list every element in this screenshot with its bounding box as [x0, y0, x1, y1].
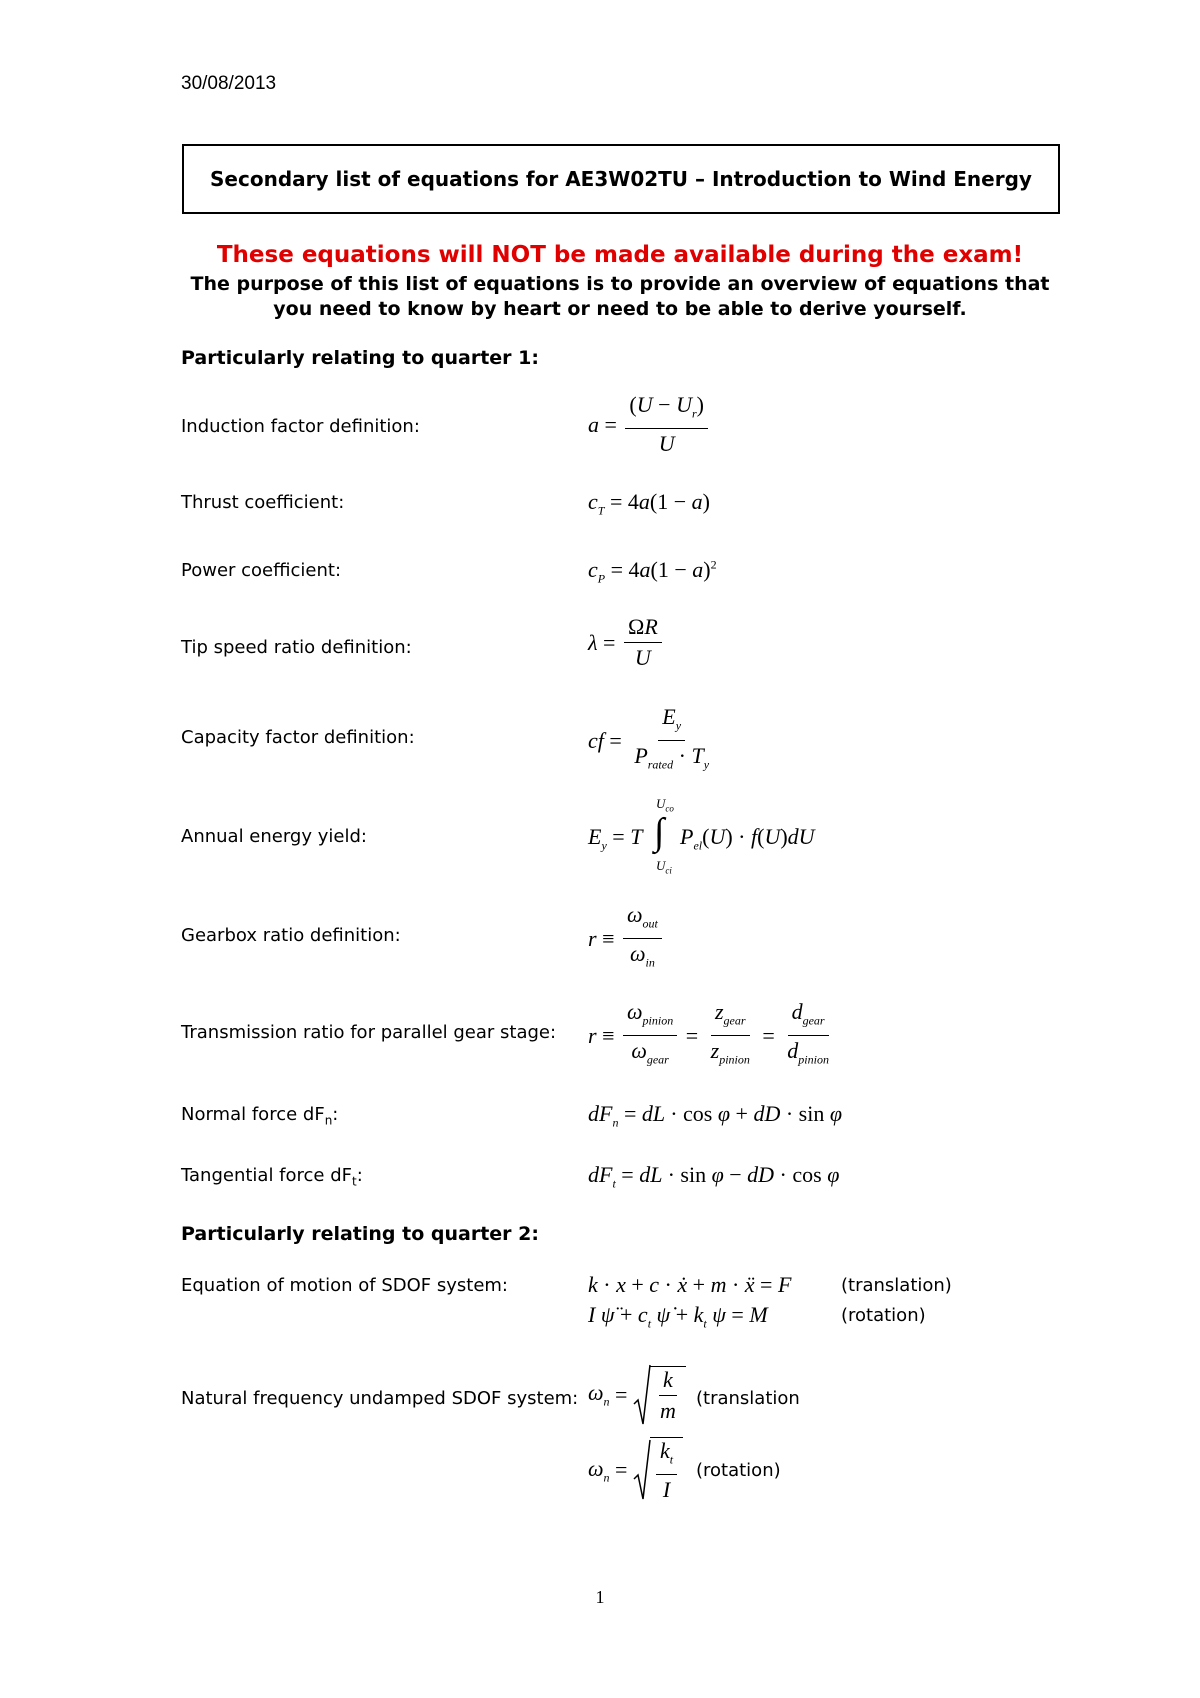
document-title: Secondary list of equations for AE3W02TU – Introduction to Wind Energy	[210, 167, 1032, 191]
equation-normal-force: $dF_n$ = dL · cos φ + dD · sin φ	[588, 1101, 843, 1130]
page-number: 1	[595, 1587, 605, 1607]
equation-transmission-ratio: r ≡ $\frac{\omega_{pinion}}{\omega_{gear}}$ = $\frac{z_{gear}}{z_{pinion}}$ = $\frac{d_{gear}}{d_{pinion}}$	[588, 999, 829, 1067]
label-tangential-force: Tangential force $dF_t$:	[181, 1165, 363, 1189]
equation-motion-rotation: I ψ̈ + $c_t$ ψ̇ + $k_t$ ψ = M	[588, 1302, 768, 1331]
equation-tip-speed-ratio: λ = $\frac{\Omega R}{U}$	[588, 614, 665, 671]
equation-tangential-force: $dF_t$ = dL · sin φ − dD · cos φ	[588, 1162, 840, 1191]
exam-warning: These equations will NOT be made available during the exam!	[216, 242, 1024, 268]
title-box	[182, 144, 1060, 214]
label-induction-factor: Induction factor definition:	[181, 416, 420, 437]
label-equation-of-motion: Equation of motion of SDOF system:	[181, 1275, 508, 1296]
purpose-line-1: The purpose of this list of equations is to provide an overview of equations that	[190, 273, 1050, 295]
sqrt-symbol: $\frac{k}{m}$	[633, 1364, 686, 1426]
section-quarter-2: Particularly relating to quarter 2:	[181, 1223, 539, 1245]
equation-motion-translation: k · x + c · ẋ + m · ẍ = F	[588, 1272, 792, 1297]
label-annual-energy-yield: Annual energy yield:	[181, 826, 367, 847]
note-rotation-2: (rotation)	[696, 1460, 781, 1481]
equation-induction-factor: a = $\frac{(U - U_r)}{U}$	[588, 392, 711, 457]
purpose-statement	[0, 272, 1200, 322]
label-gearbox-ratio: Gearbox ratio definition:	[181, 925, 401, 946]
date-header: 30/08/2013	[181, 73, 277, 94]
note-rotation: (rotation)	[841, 1305, 926, 1326]
section-quarter-1: Particularly relating to quarter 1:	[181, 347, 539, 369]
equation-natural-frequency-translation: $\omega_n$ = $\frac{k}{m}$	[588, 1364, 686, 1426]
note-translation: (translation)	[841, 1275, 952, 1296]
label-thrust-coefficient: Thrust coefficient:	[181, 492, 345, 513]
equation-gearbox-ratio: r ≡ $\frac{\omega_{out}}{\omega_{in}}$	[588, 902, 665, 976]
sqrt-symbol: $\frac{k_t}{I}$	[633, 1437, 683, 1503]
label-power-coefficient: Power coefficient:	[181, 560, 342, 581]
label-normal-force: Normal force $dF_n$:	[181, 1104, 339, 1128]
label-natural-frequency: Natural frequency undamped SDOF system:	[181, 1388, 579, 1409]
equation-power-coefficient: $c_P = 4a(1 - a)^2$	[588, 557, 717, 586]
equation-natural-frequency-rotation: $\omega_n$ = $\frac{k_t}{I}$	[588, 1437, 683, 1503]
label-transmission-ratio: Transmission ratio for parallel gear stage:	[181, 1022, 557, 1043]
document-page: 30/08/2013 Secondary list of equations for AE3W02TU – Introduction to Wind Energy These equations will NOT be made available during the exam! The purpose of this list of equations is to provide an overview of equations that you need to know by heart or need to be able to derive yourself. Particularly relating to quarter 1: Induction factor definition: a = $\frac{(U - U_r)}{U}$ Thrust coefficient: $c_T = 4a(1 - a)$ Power coefficient: $c_P = 4a(1 - a)^2$ Tip speed ratio definition: λ = $\frac{\Omega R}{U}$ Capacity factor definition: cf = $\frac{E_y}{P_{rated} \cdot T_y}$ Annual energy yield: $E_y = T$ ∫ $U_{co}$ $U_{ci}$ $P_{el}(U) \cdot f(U)dU$ Gearbox ratio definition: r ≡ $\frac{\omega_{out}}{\omega_{in}}$ Transmission ratio for parallel gear stage: r ≡ $\frac{\omega_{pinion}}{\omega_{gear}}$ = $\frac{z_{gear}}{z_{pinion}}$ = $\frac{d_{gear}}{d_{pinion}}$ Normal force $dF_n$: $dF_n$ = dL · cos φ + dD · sin φ Tangential force $dF_t$: $dF_t$ = dL · sin φ − dD · cos φ Particularly relating to quarter 2: Equation of motion of SDOF system: k · x + c · ẋ + m · ẍ = F (translation) I ψ̈ + $c_t$ ψ̇ + $k_t$ ψ = M (rotation) Natural frequency undamped SDOF system: $\omega_n$ = $\frac{k}{m}$ (translation $\omega_n$ = $\frac{k_t}{I}$ (rotation) 1	[0, 0, 1200, 1698]
label-tip-speed-ratio: Tip speed ratio definition:	[181, 637, 412, 658]
equation-capacity-factor: cf = $\frac{E_y}{P_{rated} \cdot T_y}$	[588, 704, 710, 772]
label-capacity-factor: Capacity factor definition:	[181, 727, 415, 748]
note-translation-open: (translation	[696, 1388, 800, 1409]
purpose-line-2: you need to know by heart or need to be able to derive yourself.	[273, 298, 967, 320]
equation-thrust-coefficient: $c_T = 4a(1 - a)$	[588, 489, 710, 518]
